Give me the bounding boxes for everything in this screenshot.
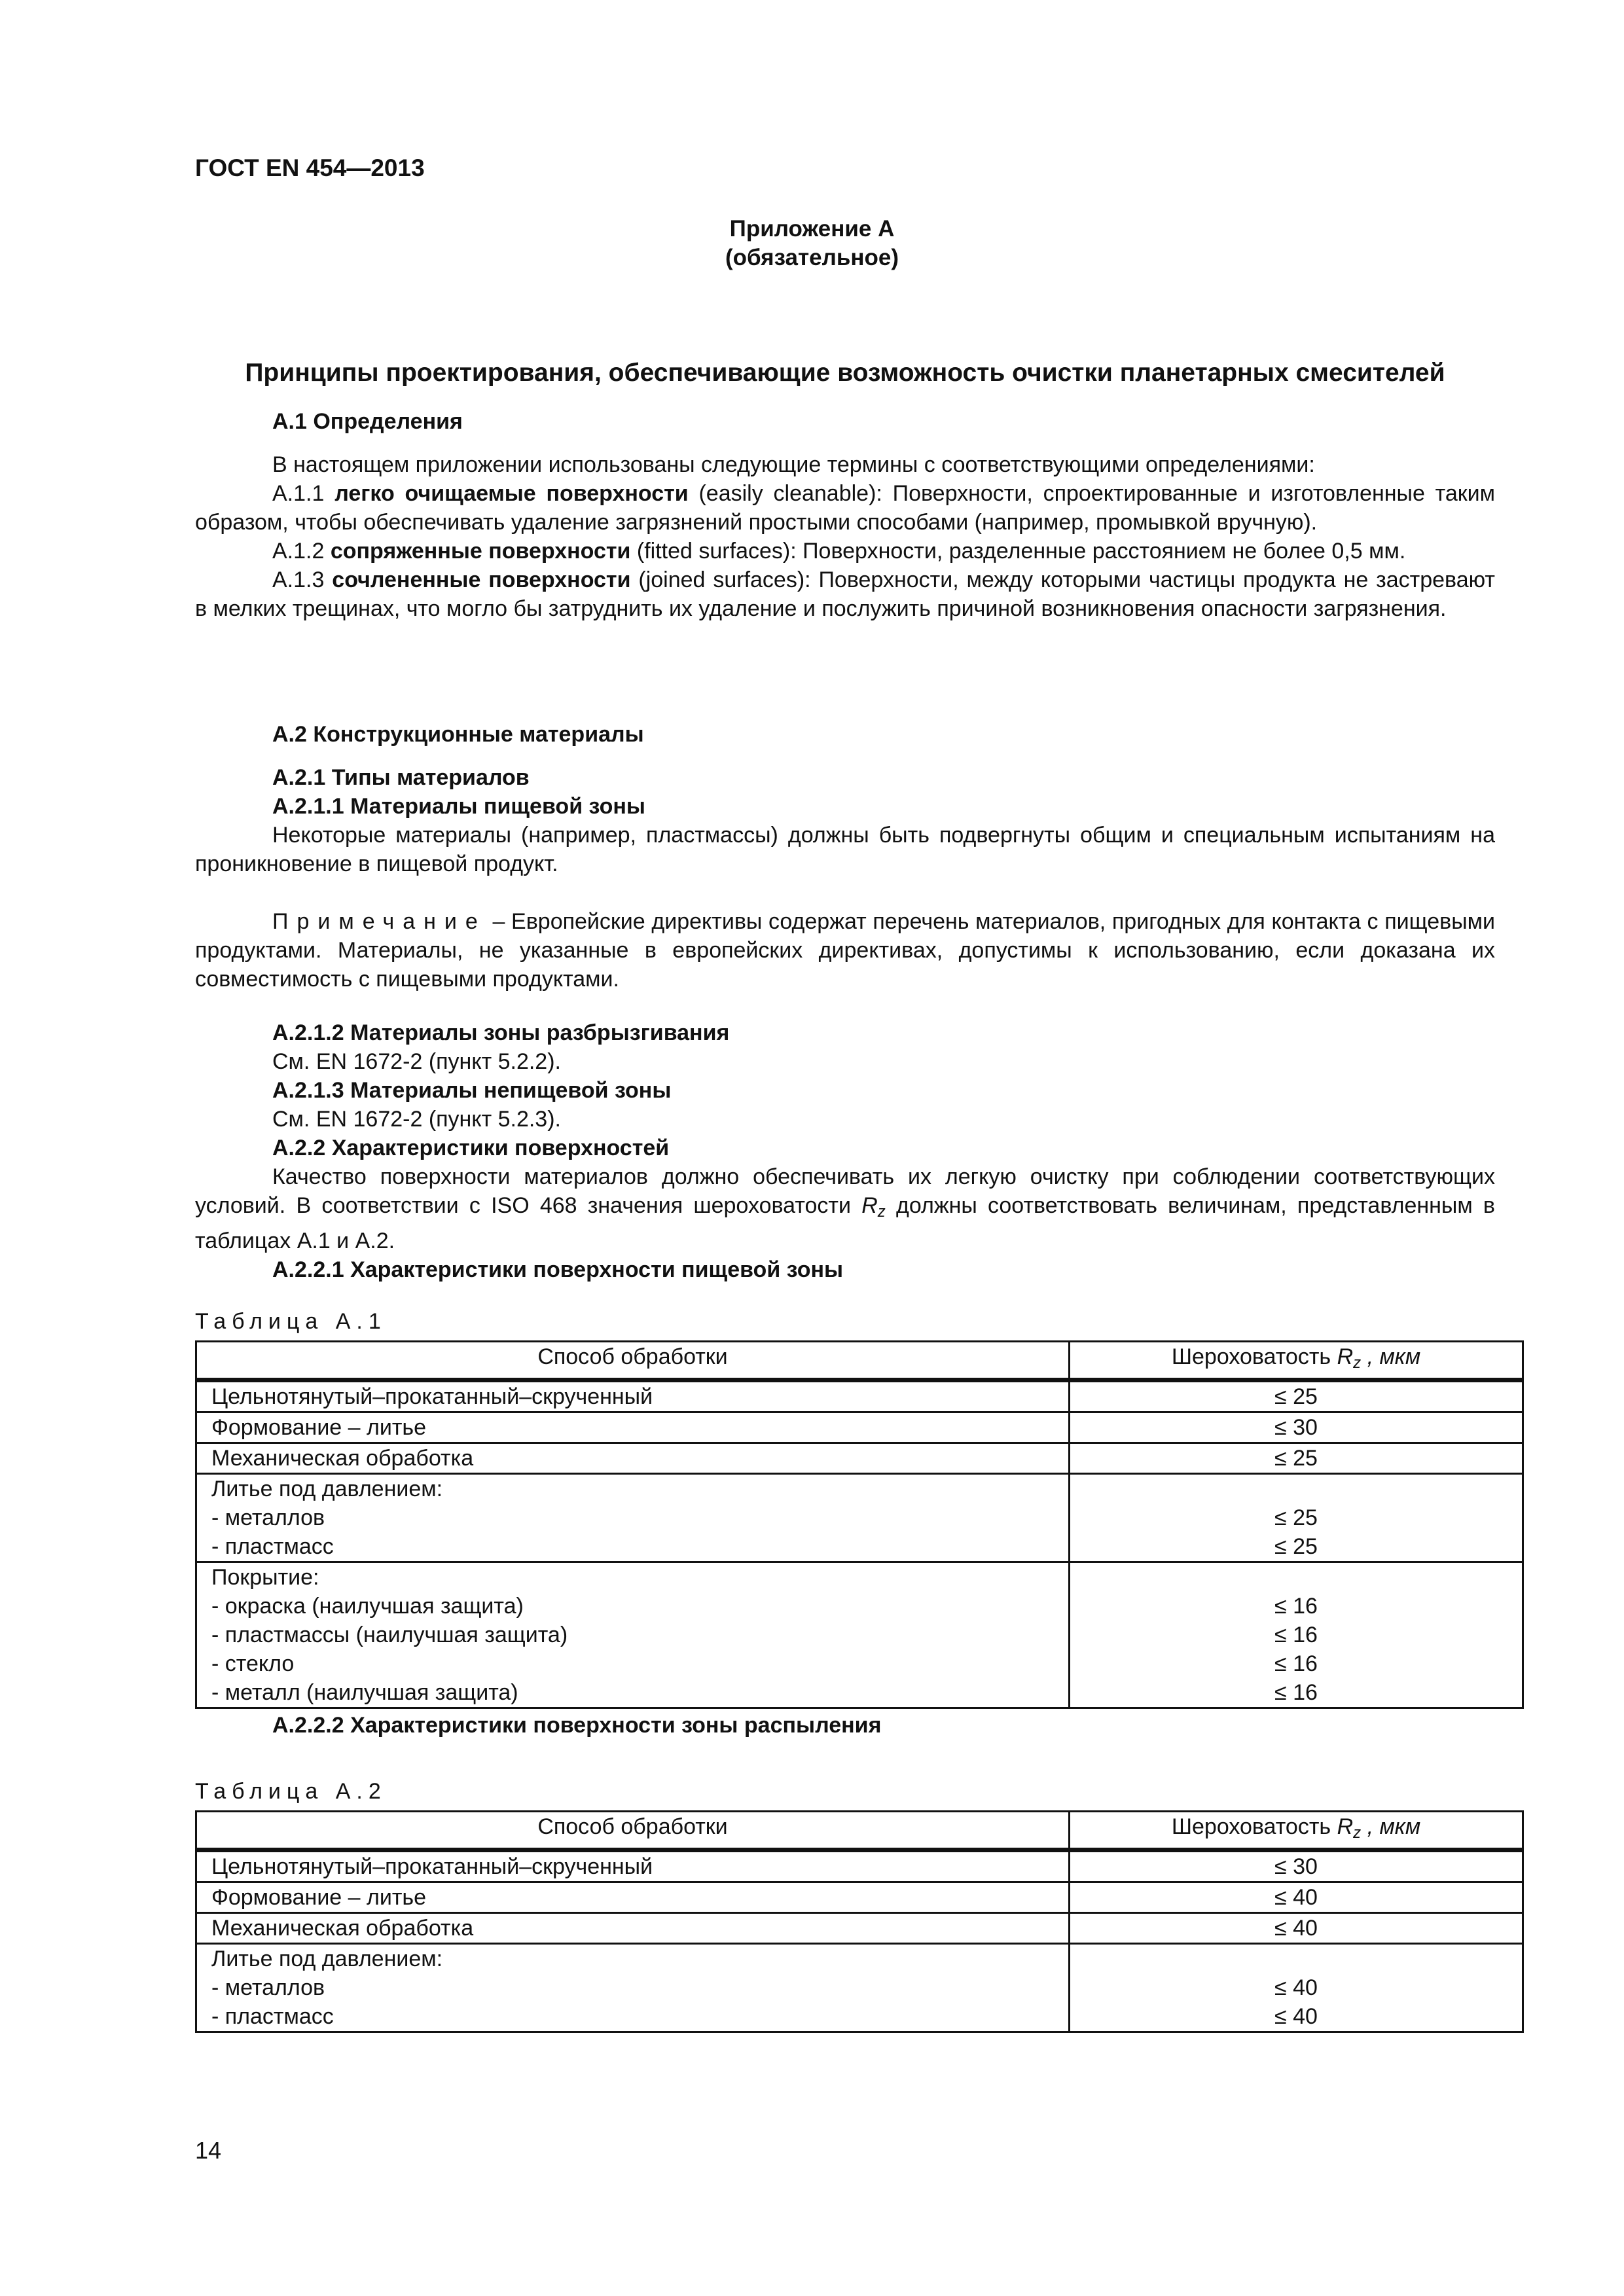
heading-a2-2: А.2.2 Характеристики поверхностей [272,1136,670,1160]
cell-value: ≤ 25 [1274,1384,1318,1409]
term-a1-1: А.1.1 легко очищаемые поверхности (easily cleanable): Поверхности, спроектированные и изготовленные таким образом, чтобы обеспечивать удаление загрязнений простыми способами (например, промывкой вручную). [195,481,1495,535]
cell-value: ≤ 40 [1274,2004,1318,2029]
cell-line: Механическая обработка [211,1916,474,1941]
cell-method [196,1913,1070,1944]
table-row [196,1913,1523,1944]
cell-line: Покрытие: [211,1565,319,1590]
heading-a2-1: А.2.1 Типы материалов [272,765,530,790]
cell-value: ≤ 16 [1274,1623,1318,1647]
heading-a2-1-1: А.2.1.1 Материалы пищевой зоны [272,794,645,819]
note-label: Примечание [272,909,486,934]
table-a2 [195,1810,1524,2033]
term-a1-2: А.1.2 сопряженные поверхности (fitted surfaces): Поверхности, разделенные расстоянием не более 0,5 мм. [272,539,1406,564]
heading-a2-1-3: А.2.1.3 Материалы непищевой зоны [272,1078,672,1103]
note-a2-1-1: Примечание – Европейские директивы содержат перечень материалов, пригодных для контакта с пищевыми продуктами. Материалы, не указанные в европейских директивах, допустимы к использованию, если доказана их совместимость с пищевыми продуктами. [195,909,1495,992]
cell-value: ≤ 30 [1274,1415,1318,1440]
cell-method [196,1882,1070,1913]
appendix-title: Приложение А [729,216,895,242]
cell-line: Литье под давлением: [211,1946,443,1971]
column-header-method: Способ обработки [196,1812,1070,1850]
cell-line: Формование – литье [211,1415,427,1440]
cell-value: ≤ 40 [1274,1975,1318,2000]
cell-roughness [1070,1913,1523,1944]
heading-a2-2-1: А.2.2.1 Характеристики поверхности пищевой зоны [272,1257,844,1282]
doc-code-header: ГОСТ EN 454—2013 [195,154,425,181]
table-row [196,1412,1523,1443]
column-header-method: Способ обработки [196,1342,1070,1380]
heading-a2-1-2: А.2.1.2 Материалы зоны разбрызгивания [272,1020,730,1045]
term-a1-3-name: сочлененные поверхности [332,567,631,592]
heading-a2-2-2-wrap [195,1711,1495,1740]
cell-line: Формование – литье [211,1885,427,1910]
table-header-row [196,1342,1523,1380]
term-a1-1-name: легко очищаемые поверхности [334,481,689,506]
cell-line: - пластмассы (наилучшая защита) [211,1623,568,1647]
table-header-row [196,1812,1523,1850]
cell-roughness [1070,1412,1523,1443]
table-row [196,1474,1523,1562]
table-a1-caption: Таблица А.1 [195,1309,387,1334]
cell-line: - металлов [211,1505,325,1530]
cell-line: Механическая обработка [211,1446,474,1471]
cell-value: ≤ 30 [1274,1854,1318,1879]
table-row [196,1443,1523,1474]
paragraph-a2-1-3: См. EN 1672-2 (пункт 5.2.3). [272,1107,561,1132]
cell-line: - металл (наилучшая защита) [211,1680,518,1705]
cell-method [196,1944,1070,2032]
table-row [196,1882,1523,1913]
section-a1 [195,407,1495,623]
cell-value: ≤ 25 [1274,1505,1318,1530]
cell-value [1070,1563,1522,1592]
table-row [196,1380,1523,1412]
heading-a2-2-2: А.2.2.2 Характеристики поверхности зоны распыления [272,1713,882,1738]
cell-method [196,1474,1070,1562]
appendix-subtitle: (обязательное) [725,245,899,270]
cell-roughness [1070,1380,1523,1412]
table-a1 [195,1340,1524,1709]
cell-value [1070,1475,1522,1503]
cell-roughness [1070,1562,1523,1708]
cell-roughness [1070,1474,1523,1562]
cell-method [196,1380,1070,1412]
cell-value: ≤ 40 [1274,1916,1318,1941]
cell-line: Цельнотянутый–прокатанный–скрученный [211,1854,653,1879]
cell-value [1070,1945,1522,1973]
cell-line: - металлов [211,1975,325,2000]
page-number: 14 [195,2137,222,2164]
term-a1-2-name: сопряженные поверхности [330,539,631,564]
cell-roughness [1070,1882,1523,1913]
cell-value: ≤ 25 [1274,1534,1318,1559]
cell-line: - окраска (наилучшая защита) [211,1594,524,1619]
cell-value: ≤ 40 [1274,1885,1318,1910]
column-header-roughness: Шероховатость $R_z$ , мкм [1070,1342,1523,1380]
paragraph-a1-intro: В настоящем приложении использованы следующие термины с соответствующими определениями: [272,452,1315,477]
paragraph-a2-1-2: См. EN 1672-2 (пункт 5.2.2). [272,1049,561,1074]
paragraph-a2-1-1: Некоторые материалы (например, пластмассы) должны быть подвергнуты общим и специальным испытаниям на проникновение в пищевой продукт. [195,823,1495,876]
cell-value: ≤ 16 [1274,1651,1318,1676]
paragraph-a2-2: Качество поверхности материалов должно обеспечивать их легкую очистку при соблюдении соответствующих условий. В соответствии с ISO 468 значения шероховатости $R_z$ должны соответствовать величинам, представленным в таблицах А.1 и А.2. [195,1164,1495,1253]
cell-line: - стекло [211,1651,295,1676]
cell-method [196,1412,1070,1443]
section-a2 [195,720,1495,1284]
cell-method [196,1850,1070,1882]
cell-line: - пластмасс [211,1534,334,1559]
heading-a1: А.1 Определения [272,409,463,434]
cell-line: Цельнотянутый–прокатанный–скрученный [211,1384,653,1409]
table-row [196,1944,1523,2032]
cell-line: Литье под давлением: [211,1477,443,1501]
cell-line: - пластмасс [211,2004,334,2029]
cell-value: ≤ 16 [1274,1680,1318,1705]
heading-a2: А.2 Конструкционные материалы [272,722,644,747]
cell-value: ≤ 25 [1274,1446,1318,1471]
cell-method [196,1562,1070,1708]
cell-roughness [1070,1944,1523,2032]
table-a2-caption: Таблица А.2 [195,1779,387,1804]
table-row [196,1562,1523,1708]
cell-roughness [1070,1850,1523,1882]
cell-roughness [1070,1443,1523,1474]
cell-method [196,1443,1070,1474]
column-header-roughness: Шероховатость $R_z$ , мкм [1070,1812,1523,1850]
table-row [196,1850,1523,1882]
main-title: Принципы проектирования, обеспечивающие возможность очистки планетарных смесителей [245,359,1445,387]
cell-value: ≤ 16 [1274,1594,1318,1619]
term-a1-3: А.1.3 сочлененные поверхности (joined surfaces): Поверхности, между которыми частицы продукта не застревают в мелких трещинах, что могло бы затруднить их удаление и послужить причиной возникновения опасности загрязнения. [195,567,1495,621]
